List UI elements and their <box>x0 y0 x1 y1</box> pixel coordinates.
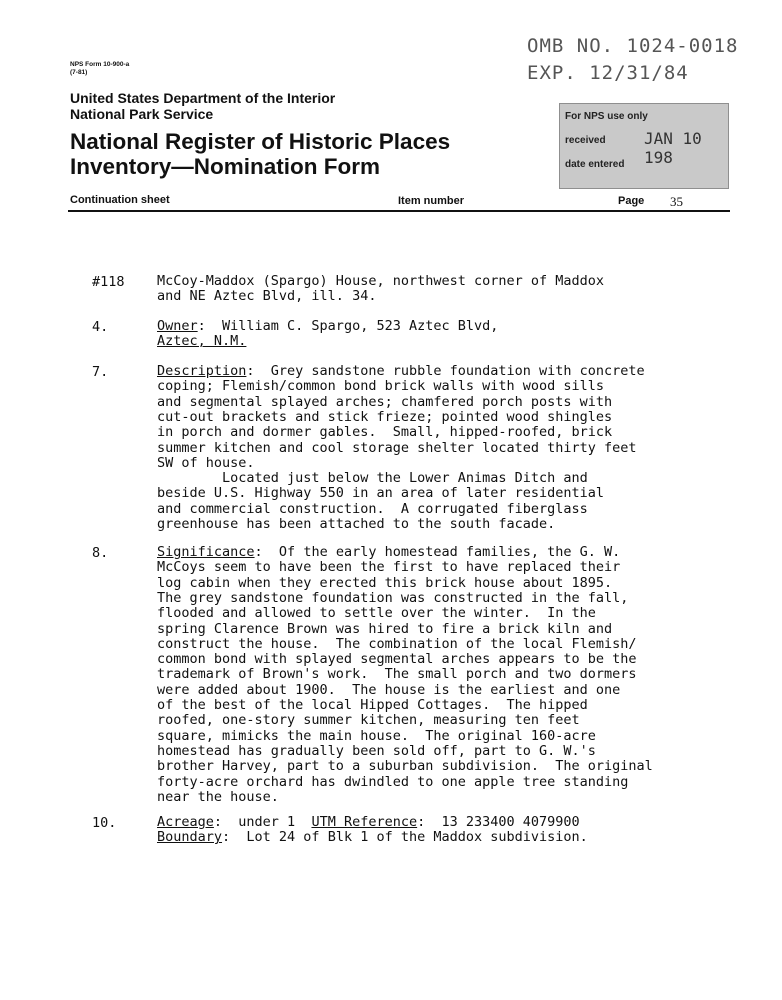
line-text: summer kitchen and cool storage shelter located thirty feet <box>157 439 637 456</box>
line-text: : Grey sandstone rubble foundation with concrete <box>246 363 645 379</box>
entry-line <box>157 319 498 334</box>
section-heading: Description <box>157 363 247 379</box>
entry-line <box>157 560 620 575</box>
entry-line <box>157 274 604 289</box>
entry-line <box>157 379 604 394</box>
line-text: were added about 1900. The house is the earliest and one <box>157 681 621 698</box>
received-label: received <box>565 135 606 146</box>
for-nps-use-only-label: For NPS use only <box>565 111 648 122</box>
form-title-line2: Inventory—Nomination Form <box>70 154 381 179</box>
section-heading: UTM Reference <box>311 814 418 830</box>
entry-line <box>157 815 580 830</box>
entry-line <box>157 395 612 410</box>
form-number-line2: (7-81) <box>70 69 88 76</box>
entry-line <box>157 289 376 304</box>
line-text: log cabin when they erected this brick house about 1895. <box>157 574 613 591</box>
entry-line <box>157 759 653 774</box>
line-text: : under 1 <box>213 814 312 830</box>
line-text: McCoys seem to have been the first to have replaced their <box>157 559 621 576</box>
entry-number: 8. <box>92 545 109 561</box>
continuation-sheet-label: Continuation sheet <box>70 194 170 206</box>
entry-line <box>157 637 637 652</box>
entry-line <box>157 622 612 637</box>
entry-line <box>157 683 620 698</box>
line-text: near the house. <box>157 788 279 805</box>
entry-line <box>157 334 246 349</box>
entry-line <box>157 591 628 606</box>
date-entered-label: date entered <box>565 159 625 170</box>
line-text: : Lot 24 of Blk 1 of the Maddox subdivision. <box>222 829 588 846</box>
line-text: common bond with splayed segmental arches appears to be the <box>157 651 637 668</box>
line-text: greenhouse has been attached to the south facade. <box>157 516 556 532</box>
line-text: beside U.S. Highway 550 in an area of later residential <box>157 485 605 502</box>
line-text: coping; Flemish/common bond brick walls with wood sills <box>157 378 605 395</box>
line-text: in porch and dormer gables. Small, hipped-roofed, brick <box>157 424 613 441</box>
section-heading: Boundary <box>157 829 223 846</box>
line-text: McCoy-Maddox (Spargo) House, northwest corner of Maddox <box>157 273 605 289</box>
entry-line <box>157 775 628 790</box>
entry-line <box>157 698 588 713</box>
line-text: and NE Aztec Blvd, ill. 34. <box>157 288 377 305</box>
entry-line <box>157 652 637 667</box>
entry-line <box>157 410 612 425</box>
line-text: and commercial construction. A corrugated fiberglass <box>157 500 588 517</box>
item-number-label: Item number <box>398 195 465 207</box>
form-title-line1: National Register of Historic Places <box>70 129 451 154</box>
entry-line <box>157 713 580 728</box>
entry-line <box>157 744 596 759</box>
form-number-line1: NPS Form 10-900-a <box>70 61 130 68</box>
section-heading: Owner <box>157 318 198 334</box>
expiration-date: EXP. 12/31/84 <box>527 62 689 84</box>
line-text: square, mimicks the main house. The original 160-acre <box>157 727 596 744</box>
page-label: Page <box>618 195 645 207</box>
page-number: 35 <box>670 194 683 209</box>
entry-line <box>157 545 620 560</box>
line-text: forty-acre orchard has dwindled to one apple tree standing <box>157 773 629 790</box>
entry-line <box>157 425 612 440</box>
line-text: : William C. Spargo, 523 Aztec Blvd, <box>197 318 499 334</box>
entry-line <box>157 667 637 682</box>
omb-number: OMB NO. 1024-0018 <box>527 35 739 57</box>
entry-number: #118 <box>92 274 125 290</box>
section-heading: Acreage <box>157 814 214 830</box>
line-text: trademark of Brown's work. The small porch and two dormers <box>157 666 637 683</box>
line-text: cut-out brackets and stick frieze; pointed wood shingles <box>157 408 613 425</box>
entry-number: 7. <box>92 364 109 380</box>
line-text: Located just below the Lower Animas Ditch and <box>157 470 588 487</box>
entry-line <box>157 364 645 379</box>
line-text: of the best of the local Hipped Cottages. The hipped <box>157 697 588 713</box>
entry-line <box>157 729 596 744</box>
line-text: SW of house. <box>157 454 255 471</box>
entry-line <box>157 517 555 532</box>
line-text: flooded and allowed to settle over the winter. In the <box>157 605 596 622</box>
entry-number: 4. <box>92 319 109 335</box>
line-text: and segmental splayed arches; chamfered porch posts with <box>157 393 613 410</box>
underlined-text: Aztec, N.M. <box>157 333 247 350</box>
line-text: : 13 233400 4079900 <box>417 814 580 830</box>
entry-line <box>157 441 637 456</box>
department-name: United States Department of the Interior <box>70 90 336 106</box>
line-text: construct the house. The combination of the local Flemish/ <box>157 635 637 652</box>
entry-line <box>157 830 588 845</box>
entry-line <box>157 456 255 471</box>
service-name: National Park Service <box>70 106 214 122</box>
entry-number: 10. <box>92 815 117 831</box>
received-date: JAN 10 198 <box>644 129 702 167</box>
line-text: The grey sandstone foundation was constructed in the fall, <box>157 589 629 606</box>
line-text: roofed, one-story summer kitchen, measuring ten feet <box>157 712 580 729</box>
entry-line <box>157 606 596 621</box>
line-text: spring Clarence Brown was hired to fire a brick kiln and <box>157 620 613 637</box>
entry-line <box>157 502 588 517</box>
entry-line <box>157 486 604 501</box>
line-text: : Of the early homestead families, the G. W. <box>254 544 621 560</box>
line-text: brother Harvey, part to a suburban subdivision. The original <box>157 758 653 775</box>
entry-line <box>157 471 588 486</box>
entry-line <box>157 790 279 805</box>
section-heading: Significance <box>157 544 255 560</box>
entry-line <box>157 576 612 591</box>
line-text: homestead has gradually been sold off, part to G. W.'s <box>157 742 596 759</box>
